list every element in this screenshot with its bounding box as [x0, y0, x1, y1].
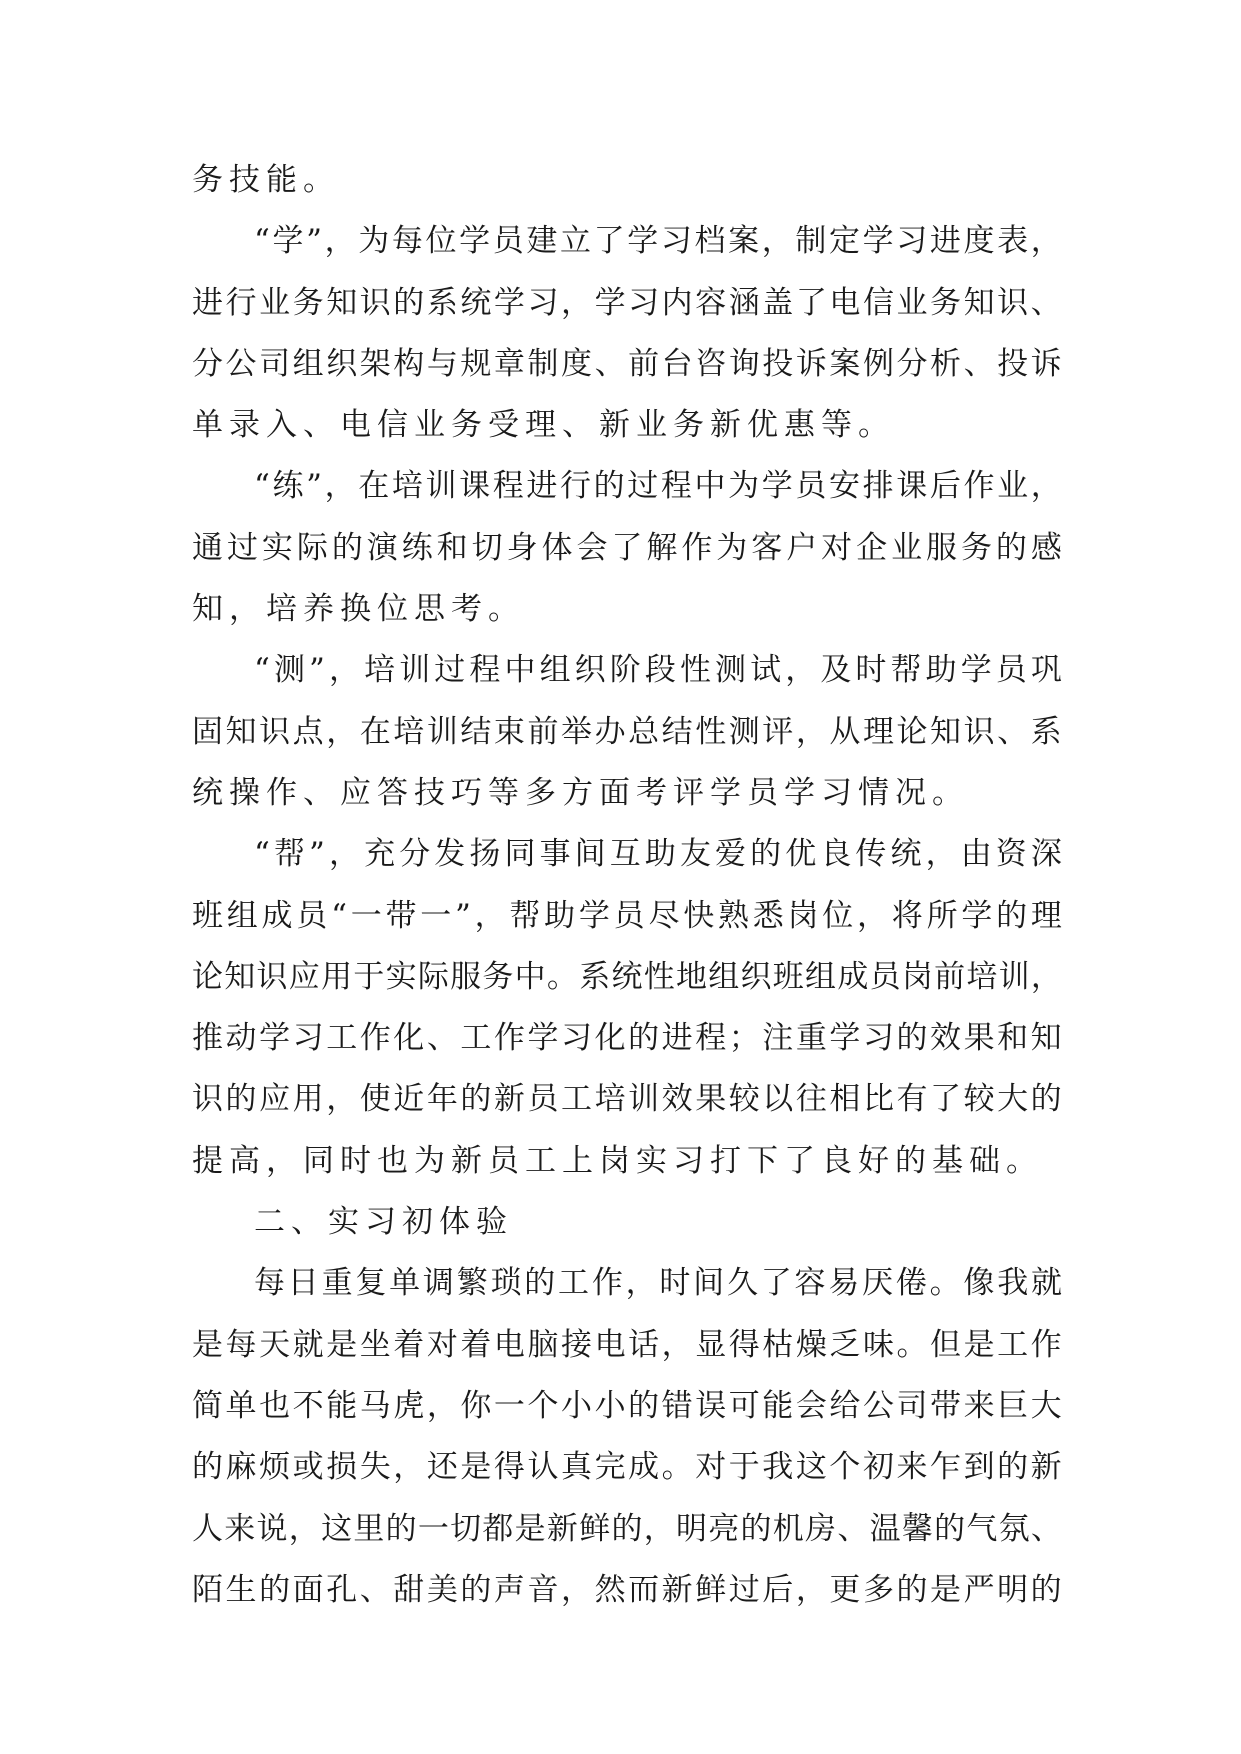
paragraph-bang-line-1: “ 帮 ” ， 充 分 发 扬 同 事 间 互 助 友 爱 的 优 良 传 统 ， 由 资 深: [254, 836, 1062, 873]
document-body: [192, 150, 1062, 1621]
text-line: 通 过 实 际 的 演 练 和 切 身 体 会 了 解 作 为 客 户 对 企 业 服 务 的 感: [192, 529, 1062, 566]
paragraph-lian-line-1: “ 练 ” ， 在 培 训 课 程 进 行 的 过 程 中 为 学 员 安 排 课 后 作 业 ，: [254, 468, 1062, 505]
text-line: 简 单 也 不 能 马 虎 ， 你 一 个 小 小 的 错 误 可 能 会 给 公 司 带 来 巨 大: [192, 1387, 1062, 1424]
text-line: 是 每 天 就 是 坐 着 对 着 电 脑 接 电 话 ， 显 得 枯 燥 乏 味 。 但 是 工 作: [192, 1326, 1062, 1363]
paragraph-ce-line-1: “ 测 ” ， 培 训 过 程 中 组 织 阶 段 性 测 试 ， 及 时 帮 助 学 员 巩: [254, 652, 1062, 689]
text-line: 人 来 说 ， 这 里 的 一 切 都 是 新 鲜 的 ， 明 亮 的 机 房 、 温 馨 的 气 氛 、: [192, 1510, 1062, 1547]
text-line: 知，培养换位思考。: [192, 591, 525, 628]
text-line: 统操作、应答技巧等多方面考评学员学习情况。: [192, 774, 969, 811]
text-line: 识 的 应 用 ， 使 近 年 的 新 员 工 培 训 效 果 较 以 往 相 比 有 了 较 大 的: [192, 1081, 1062, 1118]
text-line: 务技能。: [192, 162, 340, 198]
text-line: 提高，同时也为新员工上岗实习打下了良好的基础。: [192, 1142, 1043, 1179]
paragraph-experience-line-1: 每 日 重 复 单 调 繁 琐 的 工 作 ， 时 间 久 了 容 易 厌 倦 。 像 我 就: [254, 1265, 1062, 1302]
text-line: 陌 生 的 面 孔 、 甜 美 的 声 音 ， 然 而 新 鲜 过 后 ， 更 多 的 是 严 明 的: [192, 1571, 1062, 1608]
text-line: 班 组 成 员 “ 一 带 一 ” ， 帮 助 学 员 尽 快 熟 悉 岗 位 ， 将 所 学 的 理: [192, 897, 1062, 934]
text-line: 单录入、电信业务受理、新业务新优惠等。: [192, 407, 895, 444]
text-line: 的 麻 烦 或 损 失 ， 还 是 得 认 真 完 成 。 对 于 我 这 个 初 来 乍 到 的 新: [192, 1449, 1062, 1486]
text-line: 固 知 识 点 ， 在 培 训 结 束 前 举 办 总 结 性 测 评 ， 从 理 论 知 识 、 系: [192, 713, 1062, 750]
section-heading: 二、实习初体验: [254, 1204, 513, 1241]
paragraph-xue-line-1: “ 学 ” ， 为 每 位 学 员 建 立 了 学 习 档 案 ， 制 定 学 习 进 度 表 ，: [254, 223, 1062, 260]
text-line: 论 知 识 应 用 于 实 际 服 务 中 。 系 统 性 地 组 织 班 组 成 员 岗 前 培 训 ，: [192, 958, 1062, 995]
text-line: 分 公 司 组 织 架 构 与 规 章 制 度 、 前 台 咨 询 投 诉 案 例 分 析 、 投 诉: [192, 345, 1062, 382]
text-line: 进 行 业 务 知 识 的 系 统 学 习 ， 学 习 内 容 涵 盖 了 电 信 业 务 知 识 、: [192, 284, 1062, 321]
text-line: 推 动 学 习 工 作 化 、 工 作 学 习 化 的 进 程 ； 注 重 学 习 的 效 果 和 知: [192, 1020, 1062, 1057]
